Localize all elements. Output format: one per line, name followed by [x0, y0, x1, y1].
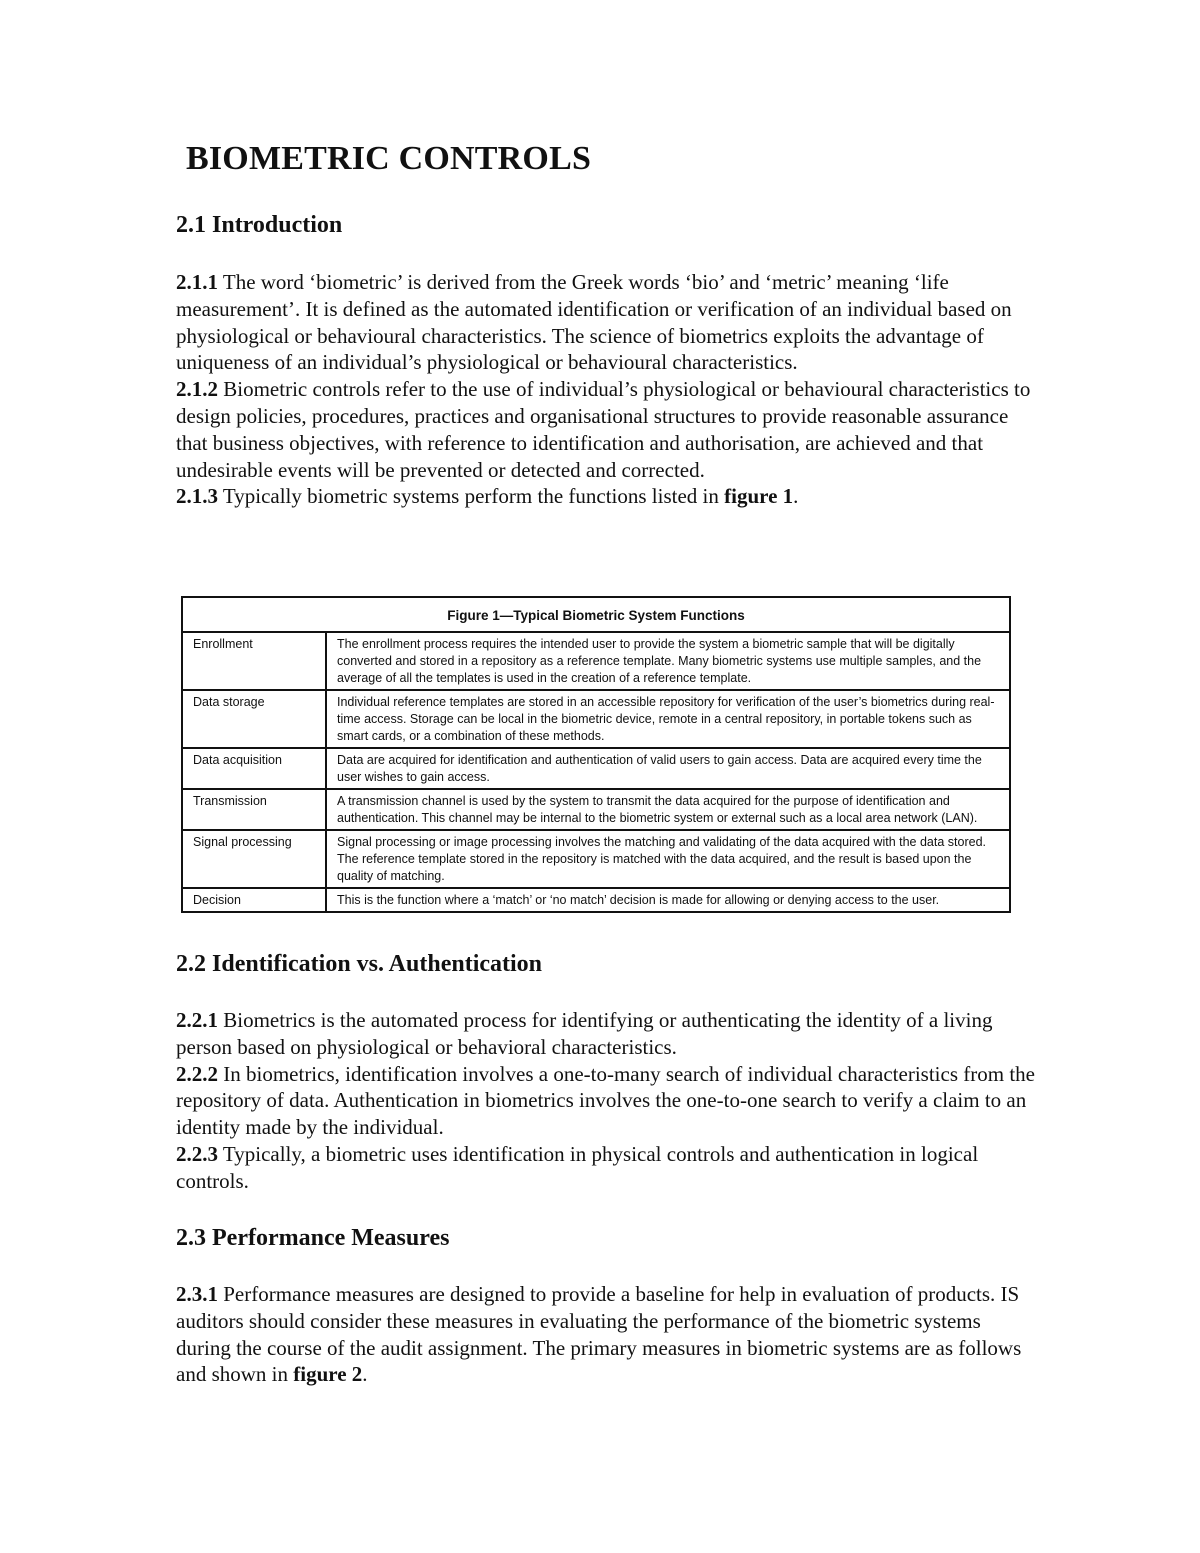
document-title: BIOMETRIC CONTROLS [186, 140, 592, 177]
paragraph-text: Biometrics is the automated process for identifying or authenticating the identity of a living person based on physiological or behavioral characteristics. [176, 1008, 993, 1059]
paragraph-text: Biometric controls refer to the use of individual’s physiological or behavioural characteristics to design policies, procedures, practices and organisational structures to provide reasonable assurance that business objectives, with reference to identification and authorisation, are achieved and that undesirable events will be prevented or detected and corrected. [176, 377, 1031, 482]
function-name: Data storage [183, 690, 326, 748]
table-row [183, 690, 1009, 748]
paragraph-text: In biometrics, identification involves a one-to-many search of individual characteristics from the repository of data. Authentication in biometrics involves the one-to-one search to verify a claim to an identity made by the individual. [176, 1061, 1035, 1140]
function-description: Data are acquired for identification and authentication of valid users to gain access. Data are acquired every time the user wishes to gain access. [326, 748, 1009, 789]
paragraph-tail: . [793, 484, 799, 509]
figure-1-table [181, 596, 1011, 913]
table-row [183, 830, 1009, 888]
section-body-performance-measures [176, 1281, 1036, 1388]
section-heading-introduction: 2.1 Introduction [176, 212, 343, 238]
function-description: This is the function where a ‘match’ or ‘no match’ decision is made for allowing or denying access to the user. [326, 888, 1009, 911]
table-row [183, 789, 1009, 830]
section-heading-performance-measures: 2.3 Performance Measures [176, 1225, 450, 1251]
function-description: A transmission channel is used by the system to transmit the data acquired for the purpose of identification and authentication. This channel may be internal to the biometric system or external such as a local area network (LAN). [326, 789, 1009, 830]
table-row [183, 748, 1009, 789]
paragraph-text: Typically biometric systems perform the functions listed in [218, 484, 725, 509]
function-description: Signal processing or image processing involves the matching and validating of the data acquired with the data stored. The reference template stored in the repository is matched with the data acquired, and the result is based upon the quality of matching. [326, 830, 1009, 888]
function-name: Signal processing [183, 830, 326, 888]
paragraph-2-3-1 [176, 1281, 1036, 1388]
function-name: Enrollment [183, 633, 326, 690]
paragraph-number: 2.1.2 [176, 377, 218, 402]
functions-table [183, 633, 1009, 911]
paragraph-2-1-1 [176, 269, 1036, 376]
section-heading-identification-vs-authentication: 2.2 Identification vs. Authentication [176, 951, 543, 977]
paragraph-text: Typically, a biometric uses identification in physical controls and authentication in logical controls. [176, 1141, 979, 1193]
paragraph-2-2-2 [176, 1061, 1036, 1141]
table-row [183, 888, 1009, 911]
section-body-introduction [176, 269, 1036, 510]
paragraph-number: 2.3.1 [176, 1282, 218, 1306]
paragraph-2-2-1 [176, 1007, 1036, 1061]
figure-reference: figure 1 [724, 484, 794, 509]
paragraph-2-1-2 [176, 376, 1036, 483]
figure-reference: figure 2 [293, 1362, 363, 1387]
paragraph-number: 2.1.3 [176, 484, 218, 509]
paragraph-2-1-3 [176, 483, 1036, 510]
paragraph-number: 2.2.2 [176, 1061, 218, 1086]
figure-caption: Figure 1—Typical Biometric System Functions [183, 598, 1009, 633]
function-description: The enrollment process requires the intended user to provide the system a biometric sample that will be digitally converted and stored in a repository as a reference template. Many biometric systems use multiple samples, and the average of all the templates is used in the creation of a reference template. [337, 637, 982, 685]
section-body-identification-vs-authentication [176, 1007, 1036, 1195]
function-name: Transmission [183, 789, 326, 830]
paragraph-number: 2.1.1 [176, 270, 218, 294]
paragraph-2-2-3 [176, 1141, 1036, 1195]
paragraph-number: 2.2.3 [176, 1141, 218, 1166]
paragraph-text: The word ‘biometric’ is derived from the Greek words ‘bio’ and ‘metric’ meaning ‘life measurement’. It is defined as the automated identification or verification of an individual based on physiological or behavioural characteristics. The science of biometrics exploits the advantage of uniqueness of an individual’s physiological or behavioural characteristics. [176, 270, 1012, 375]
paragraph-number: 2.2.1 [176, 1008, 218, 1032]
function-name: Decision [183, 888, 326, 911]
paragraph-text: Performance measures are designed to provide a baseline for help in evaluation of products. IS auditors should consider these measures in evaluating the performance of the biometric systems during the course of the audit assignment. The primary measures in biometric systems are as follows and shown in [176, 1282, 1022, 1387]
function-description: Individual reference templates are stored in an accessible repository for verification of the user’s biometrics during real-time access. Storage can be local in the biometric device, remote in a central repository, in portable tokens such as smart cards, or a combination of these methods. [326, 690, 1009, 748]
function-name: Data acquisition [183, 748, 326, 789]
table-row [183, 633, 1009, 690]
paragraph-tail: . [362, 1362, 368, 1387]
